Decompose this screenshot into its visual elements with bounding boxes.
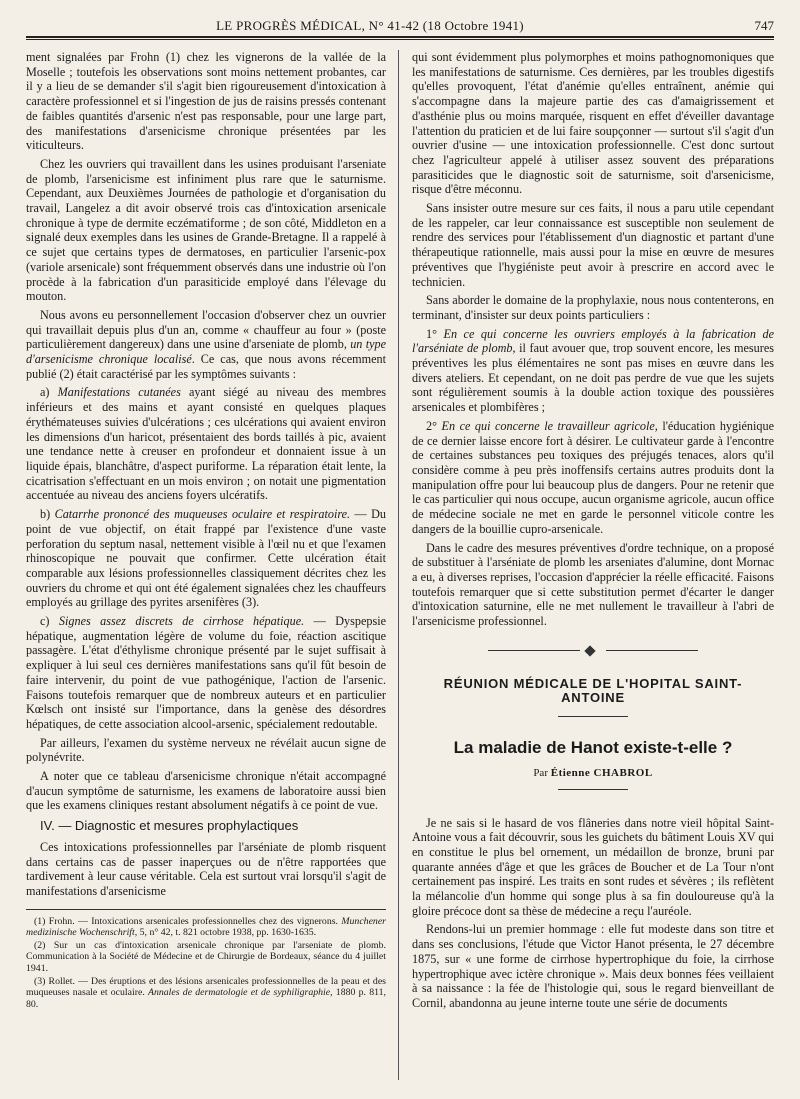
ornament-divider [488,647,698,655]
paragraph: a) Manifestations cutanées ayant siégé au niveau des membres inférieurs et des mains et ayant consisté en quelques plaques érythémateuses suivies d'ulcérations ; ces ulcérations qui avaient environ les dimensions d'un haricot, présentaient des bords taillés à pic, avaient une tendance nette à creuser en profondeur et donnaient issue à un liquide épais, blanchâtre, d'aspect puriforme. La réparation était lente, la cicatrisation s'effectuant en un mois environ ; on notait une pigmentation accentuée au niveau des anciens foyers ulcératifs. [26,385,387,503]
short-rule [558,716,628,717]
left-column [26,50,386,1011]
column-divider [398,50,399,1080]
right-column [412,50,774,1015]
footnote: (2) Sur un cas d'intoxication arsenicale chronique par l'arseniate de plomb. Communication à la Société de Médecine et de Chirurgie de Bordeaux, séance du 4 juillet 1941. [26,939,386,975]
paragraph: Par ailleurs, l'examen du système nerveux ne révélait aucun signe de polynévrite. [26,735,386,765]
paragraph: 1° En ce qui concerne les ouvriers employés à la fabrication de l'arséniate de plomb, il faut avouer que, trop souvent encore, les mesures préventives les plus élémentaires ne sont pas mises en œuvre dans les divers ateliers. Et cependant, on ne doit pas perdre de vue que les sujets sont régulièrement soumis à la double action toxique des poussières arsenicales et plombifères ; [412,326,775,415]
paragraph: Sans aborder le domaine de la prophylaxie, nous nous contenterons, en terminant, d'insister sur deux points particuliers : [412,293,774,322]
footnote: (3) Rollet. — Des éruptions et des lésions arsenicales professionnelles de la peau et des muqueuses nasale et oculaire. Annales de dermatologie et de syphiligraphie, 1880 p. 811, 80. [26,975,386,1010]
paragraph: Je ne sais si le hasard de vos flâneries dans notre vieil hôpital Saint-Antoine vous a fait découvrir, sous les guichets du bâtiment Louis XV qui en constitue le plus bel ornement, un médaillon de bronze, bruni par quarante années d'âge et que les grâces de Boucher et de La Tour n'ont certainement pas inspiré. Les traits en sont rudes et sévères ; ils reflètent la mélancolie d'un homme qui songe plus à sa fin douloureuse qu'à la gloire précoce dont sa thèse de médecine a reçu l'auréole. [412,815,774,918]
footnote-separator [26,909,386,910]
meeting-title: RÉUNION MÉDICALE DE L'HOPITAL SAINT-ANTOINE [443,675,743,706]
section-heading: IV. — Diagnostic et mesures prophylactiques [40,818,299,834]
paragraph: 2° En ce qui concerne le travailleur agricole, l'éducation hygiénique de ce dernier laisse encore fort à désirer. Le cultivateur garde à l'encontre de certaines substances peu toxiques des préjugés tenaces, alors qu'il considère comme à peu près inoffensifs certains autres produits dont la manipulation offre pour lui beaucoup plus de dangers. Pour ne retenir que le cas particulier qui nous occupe, aucun organisme agricole, aucun office de médecine sociale ne met en garde le personnel viticole contre les dangers de la bouillie cupro-arsenicale. [412,418,774,536]
paragraph: ment signalées par Frohn (1) chez les vignerons de la vallée de la Moselle ; toutefois les observations sont moins nettement probantes, car il y a lieu de se demander s'il s'agit bien rigoureusement d'intoxication à caractère professionnel et si l'ingestion de jus de raisins pressés contenant de faibles quantités d'arsenic n'est pas responsable, pour une large part, des manifestations d'arsenicisme chronique présentées par les viticulteurs. [26,50,386,153]
short-rule [558,789,628,790]
footnotes [26,916,386,1011]
paragraph: Sans insister outre mesure sur ces faits, il nous a paru utile cependant de les rappeler, car leur connaissance est susceptible non seulement de rendre des services pour l'établissement d'un diagnostic et partant d'une thérapeutique rationnelle, mais aussi pour la mise en œuvre de mesures préventives que l'hygiéniste peut avoir à prescrire en accord avec le technicien. [412,201,774,289]
running-title: LE PROGRÈS MÉDICAL, N° 41-42 (18 Octobre 1941) [216,18,524,33]
article-title: La maladie de Hanot existe-t-elle ? [453,738,733,758]
paragraph: A noter que ce tableau d'arsenicisme chronique n'était accompagné d'aucun symptôme de saturnisme, les examens de laboratoire aussi bien que les examens cliniques restant absolument négatifs à ce point de vue. [26,769,386,813]
paragraph: b) Catarrhe prononcé des muqueuses oculaire et respiratoire. — Du point de vue objectif, on était frappé par l'existence d'une vaste perforation du septum nasal, nettement visible à l'œil nu et que l'examen rhinoscopique ne pouvait que confirmer. Cette ulcération était comparable aux lésions professionnelles classiquement décrites chez les ouvriers du chrome et qui ont été également signalées chez les chauffeurs employés au grillage des pyrites arsenifères (3). [26,507,387,610]
byline: Par Étienne CHABROL [533,766,653,779]
paragraph: Dans le cadre des mesures préventives d'ordre technique, on a proposé de substituer à l'arséniate de plomb les arseniates d'alumine, dont Mornac a eu, à diverses reprises, l'occasion d'apprécier la réelle efficacité. Faisons toutefois remarquer que si cette substitution permet d'écarter le danger d'intoxication saturnine, elle ne met nullement le travailleur à l'abri de l'arsenicisme professionnel. [412,540,774,629]
paragraph: Nous avons eu personnellement l'occasion d'observer chez un ouvrier qui travaillait depuis plus d'un an, comme « chauffeur au four » (poste particulièrement dangereux) dans une usine d'arseniate de plomb, un type d'arsenicisme chronique localisé. Ce cas, que nous avons récemment publié (2) était caractérisé par les symptômes suivants : [26,307,386,381]
header-rule [26,39,774,40]
page-number: 747 [754,18,774,33]
paragraph: qui sont évidemment plus polymorphes et moins pathognomoniques que les manifestations de saturnisme. Ces dernières, par les troubles digestifs qu'elles provoquent, l'état d'anémie qu'elles entraînent, anémie qui s'accompagne dans la majeure partie des cas d'amaigrissement et d'asthénie plus ou moins marquée, risquent en effet d'éveiller davantage l'attention du praticien et de lui faire soupçonner — surtout s'il s'agit d'un ouvrier d'usine — une intoxication professionnelle. C'est donc surtout chez l'agriculteur appelé à utiliser assez souvent des préparations parasiticides que le diagnostic soit de saturnisme, soit d'arsenicisme, risque d'être méconnu. [412,50,774,197]
paragraph: c) Signes assez discrets de cirrhose hépatique. — Dyspepsie hépatique, augmentation légère de volume du foie, réaction ascitique passagère. L'état d'éthylisme chronique présenté par le sujet suffisait à expliquer à lui seul ces dernières manifestations sans qu'il fût besoin de faire intervenir, du point de vue pathogénique, l'action de l'arsenic. Faisons toutefois remarquer que de nombreux auteurs et en particulier Kœlsch ont insisté sur l'importance, dans la genèse des désordres hépatiques, de cette association alcool-arsenic, spécialement redoutable. [26,614,386,731]
page-header [26,14,774,38]
paragraph: Ces intoxications professionnelles par l'arséniate de plomb risquent dans certains cas de passer inaperçues ou de n'être rapportées que tardivement à leur cause véritable. Cela est surtout vrai lorsqu'il s'agit de manifestations d'arsenicisme [26,839,386,898]
footnote: (1) Frohn. — Intoxications arsenicales professionnelles chez des vignerons. Munchener medizinische Wochenschrift, 5, n° 42, t. 821 octobre 1938, pp. 1630-1635. [26,915,386,939]
paragraph: Chez les ouvriers qui travaillent dans les usines produisant l'arseniate de plomb, l'arsenicisme est infiniment plus rare que le saturnisme. Cependant, aux Deuxièmes Journées de pathologie et d'organisation du travail, Langelez a dit avoir observé trois cas d'intoxication arsenicale chronique à type de dermite eczématiforme ; de son côté, Middleton en a signalé deux exemples dans les usines de Grande-Bretagne. Il a rappelé à ce sujet que certains types de dermatoses, en particulier l'arsenic-pox (variole arsenicale) sont fréquemment observés dans une industrie où l'on procède à la fabrication d'un parasiticide employé dans l'élevage du mouton. [26,156,386,304]
paragraph: Rendons-lui un premier hommage : elle fut modeste dans son titre et dans ses conclusions, l'étude que Victor Hanot présenta, le 27 décembre 1875, sur « une forme de cirrhose hypertrophique du foie, la cirrhose hypertrophique avec ictère chronique ». Mais deux bonnes fées veillaient à sa naissance : la fée de l'histologie qui, sous le regard bienveillant de Cornil, abandonna au jeune interne toute une série de documents [412,922,774,1010]
